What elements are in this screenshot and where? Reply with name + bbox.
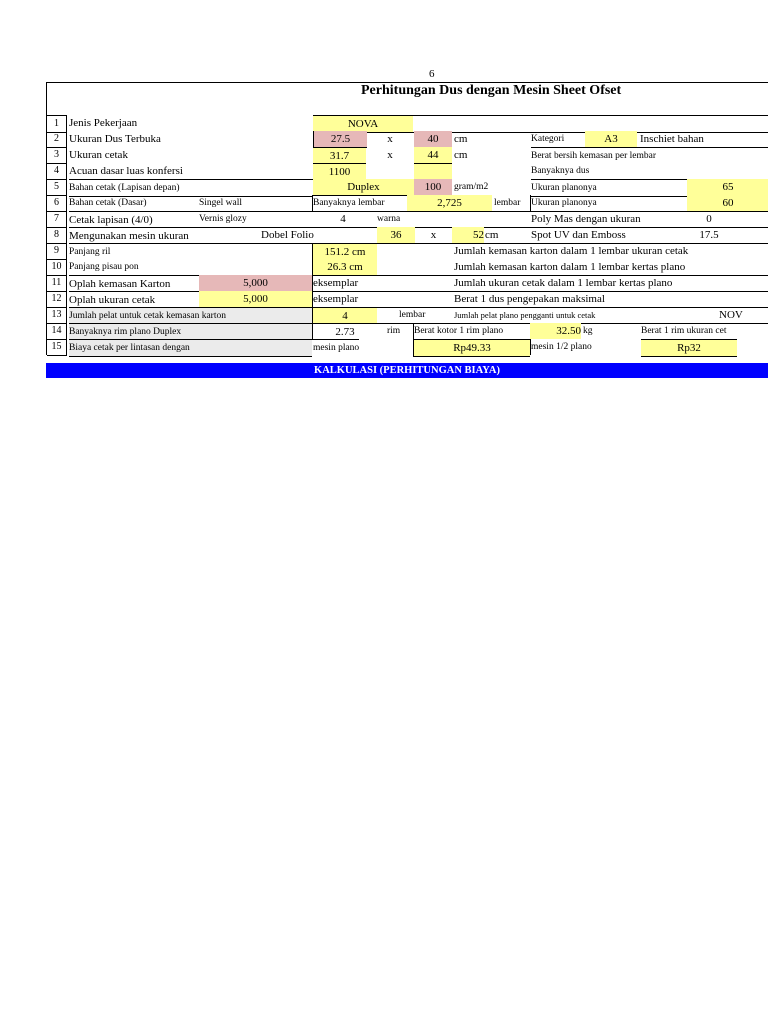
- label: Banyaknya rim plano Duplex: [69, 323, 312, 340]
- gross-weight-cell[interactable]: 32.50: [530, 323, 581, 339]
- row-2: [46, 131, 768, 147]
- box-length-cell[interactable]: 27.5: [313, 131, 367, 148]
- label: Jumlah pelat untuk cetak kemasan karton: [69, 307, 312, 324]
- plano-cost-cell[interactable]: Rp49.33: [413, 339, 530, 357]
- times-sign: x: [430, 229, 437, 241]
- category-cell[interactable]: A3: [585, 131, 637, 147]
- sub-label: Singel wall: [199, 198, 243, 208]
- times-sign: x: [387, 133, 393, 145]
- unit: cm: [454, 133, 468, 145]
- mid-label: mesin plano: [313, 339, 359, 356]
- right-label: Jumlah kemasan karton dalam 1 lembar ukuran cetak: [454, 245, 689, 257]
- unit: lembar: [399, 310, 426, 320]
- box-width-cell[interactable]: 40: [414, 131, 452, 147]
- knife-length-cell[interactable]: 26.3 cm: [312, 259, 377, 276]
- row-number: 11: [47, 275, 67, 292]
- rim-count-cell[interactable]: 2.73: [312, 323, 377, 340]
- spreadsheet: [46, 82, 768, 378]
- print-length-cell[interactable]: 31.7: [313, 147, 366, 164]
- unit: cm: [454, 149, 468, 161]
- row-number: 2: [47, 131, 67, 148]
- right-label: Jumlah ukuran cetak dalam 1 lembar kertas plano: [454, 277, 673, 289]
- row-6: [46, 195, 768, 211]
- category-label: Kategori: [531, 134, 565, 144]
- right-label: Spot UV dan Emboss: [531, 229, 626, 241]
- unit: eksemplar: [313, 293, 359, 305]
- label: Acuan dasar luas konfersi: [69, 165, 183, 177]
- label: Biaya cetak per lintasan dengan: [69, 339, 312, 357]
- label: Oplah kemasan Karton: [69, 275, 768, 292]
- row-13: [46, 307, 768, 323]
- job-name-cell[interactable]: NOVA: [313, 115, 413, 133]
- mid-label: Banyaknya lembar: [312, 195, 385, 211]
- label: Panjang ril: [69, 243, 313, 260]
- row-number: 15: [47, 339, 67, 356]
- right-label: Jumlah kemasan karton dalam 1 lembar kertas plano: [454, 261, 686, 273]
- right-label: Jumlah pelat plano pengganti untuk cetak: [454, 310, 596, 320]
- sheet-title: Perhitungan Dus dengan Mesin Sheet Ofset: [361, 83, 622, 98]
- color-count-cell[interactable]: 4: [340, 213, 346, 225]
- title-row: [46, 82, 768, 116]
- unit: gram/m2: [454, 182, 489, 192]
- plano-size-cell[interactable]: 60: [687, 195, 768, 211]
- row-5: [46, 179, 768, 195]
- right-label: Ukuran planonya: [530, 195, 597, 211]
- unit: eksemplar: [313, 277, 359, 289]
- right-label: Berat 1 rim ukuran cet: [641, 326, 727, 336]
- unit: kg: [583, 326, 593, 336]
- right-label: Berat bersih kemasan per lembar: [531, 147, 768, 164]
- label: Cetak lapisan (4/0): [69, 211, 768, 228]
- row-3: [46, 147, 768, 163]
- label: Oplah ukuran cetak: [69, 291, 768, 308]
- label: Jenis Pekerjaan: [69, 117, 138, 129]
- plate-count-cell[interactable]: 4: [312, 307, 377, 324]
- sub-label: Dobel Folio: [261, 229, 314, 241]
- poly-mas-cell[interactable]: 0: [706, 213, 712, 225]
- plano-size-cell[interactable]: 65: [687, 179, 768, 195]
- row-number: 13: [47, 307, 67, 324]
- times-sign: x: [387, 149, 393, 161]
- machine-length-cell[interactable]: 36: [377, 227, 415, 243]
- label: Ukuran Dus Terbuka: [69, 133, 161, 145]
- row-number: 12: [47, 291, 67, 308]
- right-label: Ukuran planonya: [531, 179, 768, 197]
- row-number: 9: [47, 243, 67, 260]
- right-label: Banyaknya dus: [531, 166, 590, 176]
- row-number: 3: [47, 147, 67, 164]
- row-9: [46, 243, 768, 259]
- front-material-cell[interactable]: Duplex: [313, 179, 414, 196]
- right-label: Poly Mas dengan ukuran: [531, 213, 641, 225]
- row-1: [46, 115, 768, 131]
- row-number: 8: [47, 227, 67, 244]
- right-label: Berat 1 dus pengepakan maksimal: [454, 293, 605, 305]
- row-11: [46, 275, 768, 291]
- label: Bahan cetak (Dasar): [69, 198, 147, 208]
- row-number: 7: [47, 211, 67, 228]
- gram-cell[interactable]: 100: [414, 179, 452, 195]
- box-quantity-cell[interactable]: 5,000: [199, 275, 312, 291]
- row-number: 10: [47, 259, 67, 276]
- page-number: 6: [429, 68, 435, 80]
- row-14: [46, 323, 768, 339]
- mid-label: mesin 1/2 plano: [530, 339, 592, 355]
- machine-width-cell[interactable]: 52: [452, 227, 484, 243]
- calculation-banner: KALKULASI (PERHITUNGAN BIAYA): [46, 363, 768, 378]
- row-number: 6: [47, 195, 67, 212]
- row-number: 14: [47, 323, 67, 340]
- right-value: NOV: [719, 309, 743, 321]
- spot-uv-cell[interactable]: 17.5: [699, 229, 719, 241]
- unit: rim: [387, 326, 401, 336]
- half-plano-cost-cell[interactable]: Rp32: [641, 339, 737, 357]
- note: Inschiet bahan: [640, 133, 704, 145]
- base-area-cell[interactable]: 1100: [313, 163, 366, 181]
- print-width-cell[interactable]: 44: [414, 147, 452, 163]
- row-4: [46, 163, 768, 179]
- row-8: [46, 227, 768, 243]
- mid-label: Berat kotor 1 rim plano: [413, 323, 503, 339]
- label: Mengunakan mesin ukuran: [69, 227, 768, 244]
- row-7: [46, 211, 768, 227]
- sub-label: Vernis glozy: [199, 214, 247, 224]
- row-10: [46, 259, 768, 275]
- row-number: 4: [47, 163, 67, 180]
- label: Ukuran cetak: [69, 149, 128, 161]
- sheet-count-cell[interactable]: 2,725: [407, 195, 492, 211]
- row-number: 1: [47, 115, 67, 133]
- ril-length-cell[interactable]: 151.2 cm: [312, 243, 377, 261]
- label: Bahan cetak (Lapisan depan): [69, 179, 313, 197]
- unit: cm: [485, 229, 499, 241]
- row-15: [46, 339, 768, 355]
- row-12: [46, 291, 768, 307]
- row-number: 5: [47, 179, 67, 196]
- unit: lembar: [494, 198, 521, 208]
- unit: warna: [377, 214, 401, 224]
- print-quantity-cell[interactable]: 5,000: [199, 291, 312, 307]
- label: Panjang pisau pon: [69, 262, 139, 272]
